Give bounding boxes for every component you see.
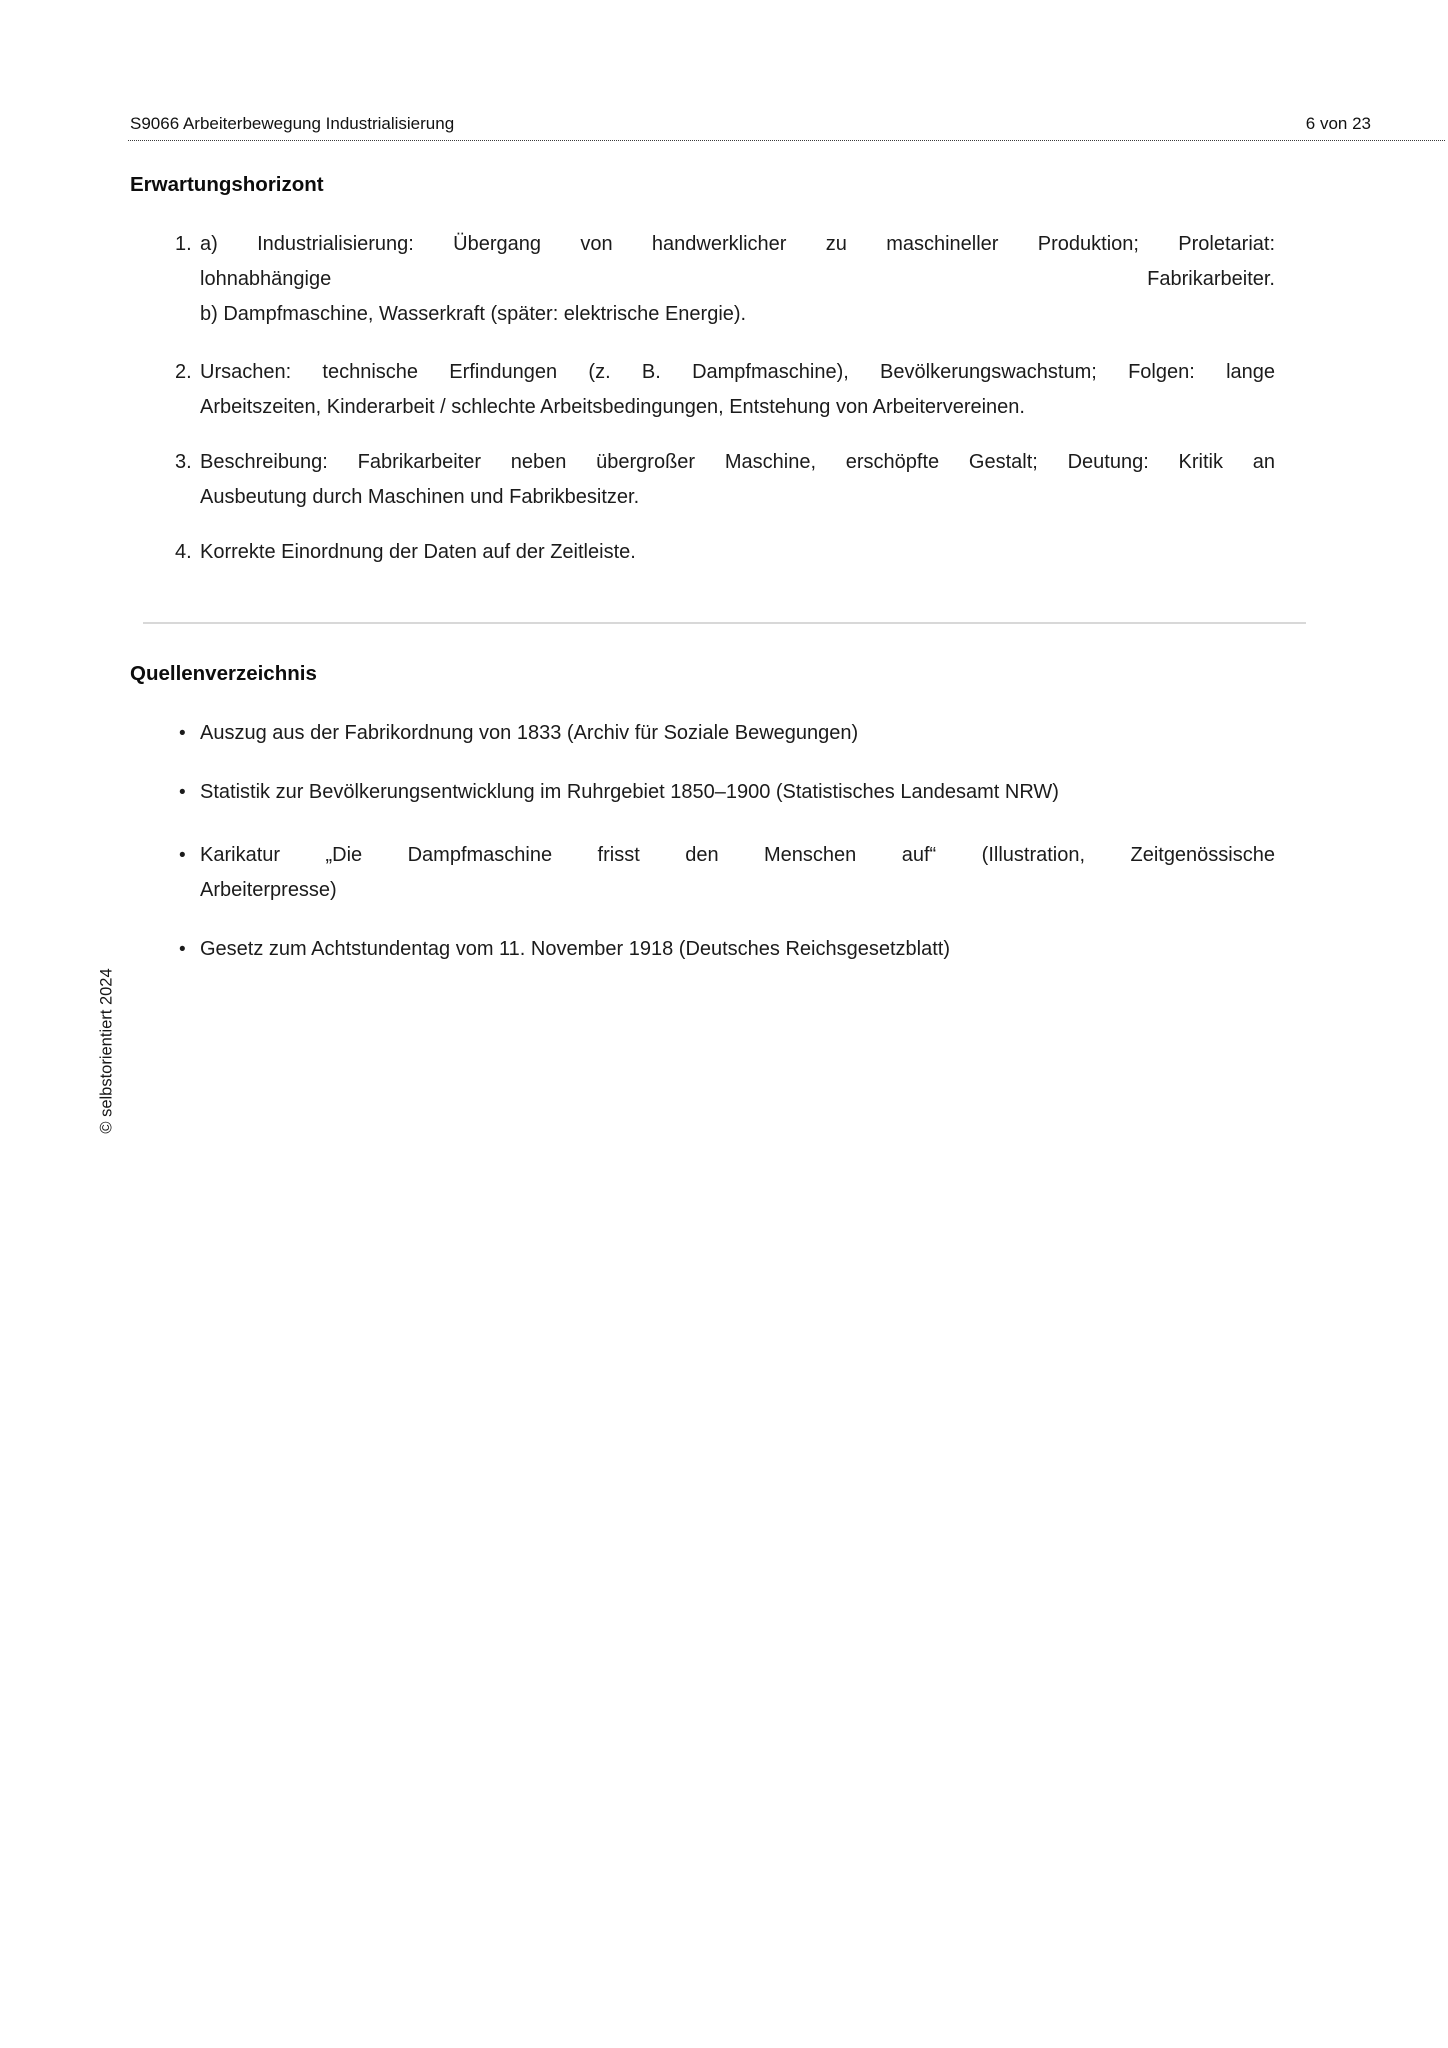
numbered-item-4: [175, 535, 1275, 570]
header-rule: [128, 140, 1445, 141]
item-1-line-2: lohnabhängige Fabrikarbeiter.: [200, 268, 1275, 290]
item-1-line-1: a) Industrialisierung: Übergang von handwerklicher zu maschineller Produktion; Proletariat:: [200, 233, 1275, 255]
section-title-erwartungshorizont: Erwartungshorizont: [130, 173, 324, 196]
source-4-line-1: Gesetz zum Achtstundentag vom 11. November 1918 (Deutsches Reichsgesetzblatt): [200, 938, 951, 960]
copyright-watermark: © selbstorientiert 2024: [97, 968, 116, 1134]
item-3-line-1: Beschreibung: Fabrikarbeiter neben übergroßer Maschine, erschöpfte Gestalt; Deutung: Kritik an: [200, 451, 1275, 473]
source-item-4: [179, 932, 1275, 967]
item-2-line-2: Arbeitszeiten, Kinderarbeit / schlechte Arbeitsbedingungen, Entstehung von Arbeitervereinen.: [200, 396, 1025, 418]
source-item-2: [179, 775, 1275, 810]
item-3-line-2: Ausbeutung durch Maschinen und Fabrikbesitzer.: [200, 486, 640, 508]
numbered-item-1: [175, 227, 1275, 332]
section-divider: [143, 622, 1306, 624]
item-number-2: 2.: [175, 361, 192, 383]
item-number-4: 4.: [175, 541, 192, 563]
item-number-3: 3.: [175, 451, 192, 473]
source-3-line-2: Arbeiterpresse): [200, 879, 337, 901]
source-1-line-1: Auszug aus der Fabrikordnung von 1833 (Archiv für Soziale Bewegungen): [200, 722, 859, 744]
item-4-line-1: Korrekte Einordnung der Daten auf der Zeitleiste.: [200, 541, 636, 563]
item-1-line-3: b) Dampfmaschine, Wasserkraft (später: elektrische Energie).: [200, 303, 747, 325]
item-number-1: 1.: [175, 233, 192, 255]
numbered-item-2: [175, 355, 1275, 425]
bullet-icon: •: [179, 939, 186, 960]
source-item-3: [179, 838, 1275, 908]
bullet-icon: •: [179, 723, 186, 744]
source-item-1: [179, 716, 1275, 751]
source-3-line-1: Karikatur „Die Dampfmaschine frisst den Menschen auf“ (Illustration, Zeitgenössische: [200, 844, 1275, 866]
page-header: [130, 113, 1371, 134]
numbered-item-3: [175, 445, 1275, 515]
section-title-quellenverzeichnis: Quellenverzeichnis: [130, 662, 317, 685]
source-2-line-1: Statistik zur Bevölkerungsentwicklung im Ruhrgebiet 1850–1900 (Statistisches Landesamt NRW): [200, 781, 1059, 803]
header-page-number: 6 von 23: [1305, 114, 1371, 133]
item-2-line-1: Ursachen: technische Erfindungen (z. B. Dampfmaschine), Bevölkerungswachstum; Folgen: lange: [200, 361, 1275, 383]
bullet-icon: •: [179, 782, 186, 803]
bullet-icon: •: [179, 845, 186, 866]
header-document-code: S9066 Arbeiterbewegung Industrialisierung: [130, 114, 455, 133]
